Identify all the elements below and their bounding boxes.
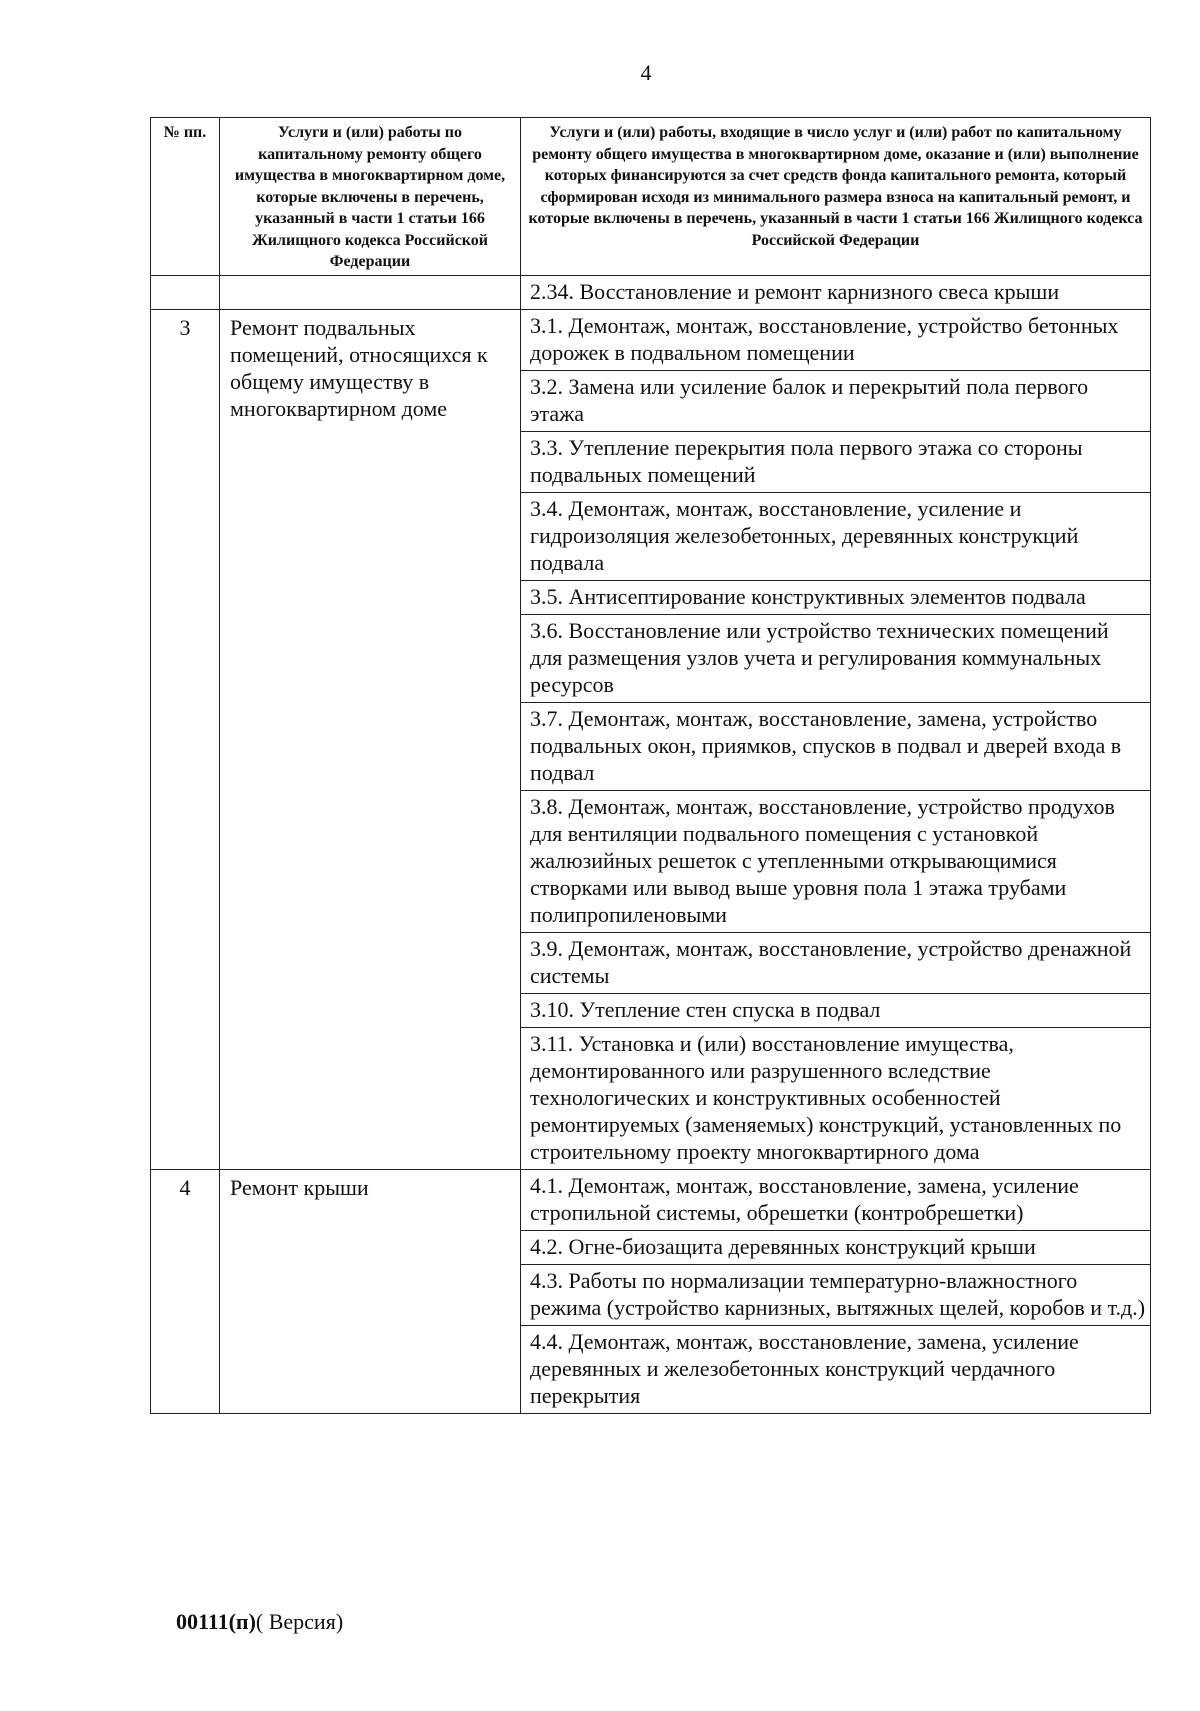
work-item-cell: 3.10. Утепление стен спуска в подвал: [521, 993, 1151, 1027]
continuation-section-cell: [220, 275, 521, 309]
header-num: № пп.: [151, 118, 220, 276]
work-item-cell: 3.2. Замена или усиление балок и перекрытий пола первого этажа: [521, 370, 1151, 431]
work-item-cell: 3.6. Восстановление или устройство технических помещений для размещения узлов учета и регулирования коммунальных ресурсов: [521, 614, 1151, 702]
work-item-cell: 3.7. Демонтаж, монтаж, восстановление, замена, устройство подвальных окон, приямков, спусков в подвал и дверей входа в подвал: [521, 702, 1151, 790]
work-item-cell: 3.1. Демонтаж, монтаж, восстановление, устройство бетонных дорожек в подвальном помещении: [521, 309, 1151, 370]
section-title-cell: Ремонт подвальных помещений, относящихся к общему имуществу в многоквартирном доме: [220, 309, 521, 1169]
row-number-cell: 3: [151, 309, 220, 1169]
table-header-row: [151, 118, 1151, 276]
section-title-cell: Ремонт крыши: [220, 1169, 521, 1413]
work-item-cell: 3.11. Установка и (или) восстановление имущества, демонтированного или разрушенного вследствие технологических и конструктивных особенностей ремонтируемых (заменяемых) конструкций, установленных по строительному проекту многоквартирного дома: [521, 1027, 1151, 1169]
work-item-cell: 4.1. Демонтаж, монтаж, восстановление, замена, усиление стропильной системы, обрешетки (контробрешетки): [521, 1169, 1151, 1230]
capital-repair-table: [150, 117, 1151, 1414]
table-row: [151, 1169, 1151, 1230]
work-item-cell: 3.4. Демонтаж, монтаж, восстановление, усиление и гидроизоляция железобетонных, деревянных конструкций подвала: [521, 492, 1151, 580]
continuation-row: [151, 275, 1151, 309]
work-item-cell: 4.2. Огне-биозащита деревянных конструкций крыши: [521, 1230, 1151, 1264]
document-code: [176, 1609, 343, 1635]
header-work: Услуги и (или) работы, входящие в число услуг и (или) работ по капитальному ремонту общего имущества в многоквартирном доме, оказание и (или) выполнение которых финансируются за счет средств фонда капитального ремонта, который сформирован исходя из минимального размера взноса на капитальный ремонт, и которые включены в перечень, указанный в части 1 статьи 166 Жилищного кодекса Российской Федерации: [521, 118, 1151, 276]
continuation-work-cell: 2.34. Восстановление и ремонт карнизного свеса крыши: [521, 275, 1151, 309]
work-item-cell: 4.4. Демонтаж, монтаж, восстановление, замена, усиление деревянных и железобетонных конструкций чердачного перекрытия: [521, 1325, 1151, 1413]
work-item-cell: 3.5. Антисептирование конструктивных элементов подвала: [521, 580, 1151, 614]
work-item-cell: 4.3. Работы по нормализации температурно-влажностного режима (устройство карнизных, вытяжных щелей, коробов и т.д.): [521, 1264, 1151, 1325]
row-number-cell: 4: [151, 1169, 220, 1413]
document-code-number: 00111(п): [176, 1609, 256, 1634]
work-item-cell: 3.3. Утепление перекрытия пола первого этажа со стороны подвальных помещений: [521, 431, 1151, 492]
work-item-cell: 3.9. Демонтаж, монтаж, восстановление, устройство дренажной системы: [521, 932, 1151, 993]
work-item-cell: 3.8. Демонтаж, монтаж, восстановление, устройство продухов для вентиляции подвального помещения с установкой жалюзийных решеток с утепленными открывающимися створками или вывод выше уровня пола 1 этажа трубами полипропиленовыми: [521, 790, 1151, 932]
table-body: [151, 275, 1151, 1413]
page-number: 4: [640, 60, 652, 85]
document-code-version: ( Версия): [255, 1609, 344, 1634]
table-row: [151, 309, 1151, 370]
header-section: Услуги и (или) работы по капитальному ремонту общего имущества в многоквартирном доме, которые включены в перечень, указанный в части 1 статьи 166 Жилищного кодекса Российской Федерации: [220, 118, 521, 276]
capital-repair-table-container: [150, 117, 1150, 1414]
continuation-num-cell: [151, 275, 220, 309]
